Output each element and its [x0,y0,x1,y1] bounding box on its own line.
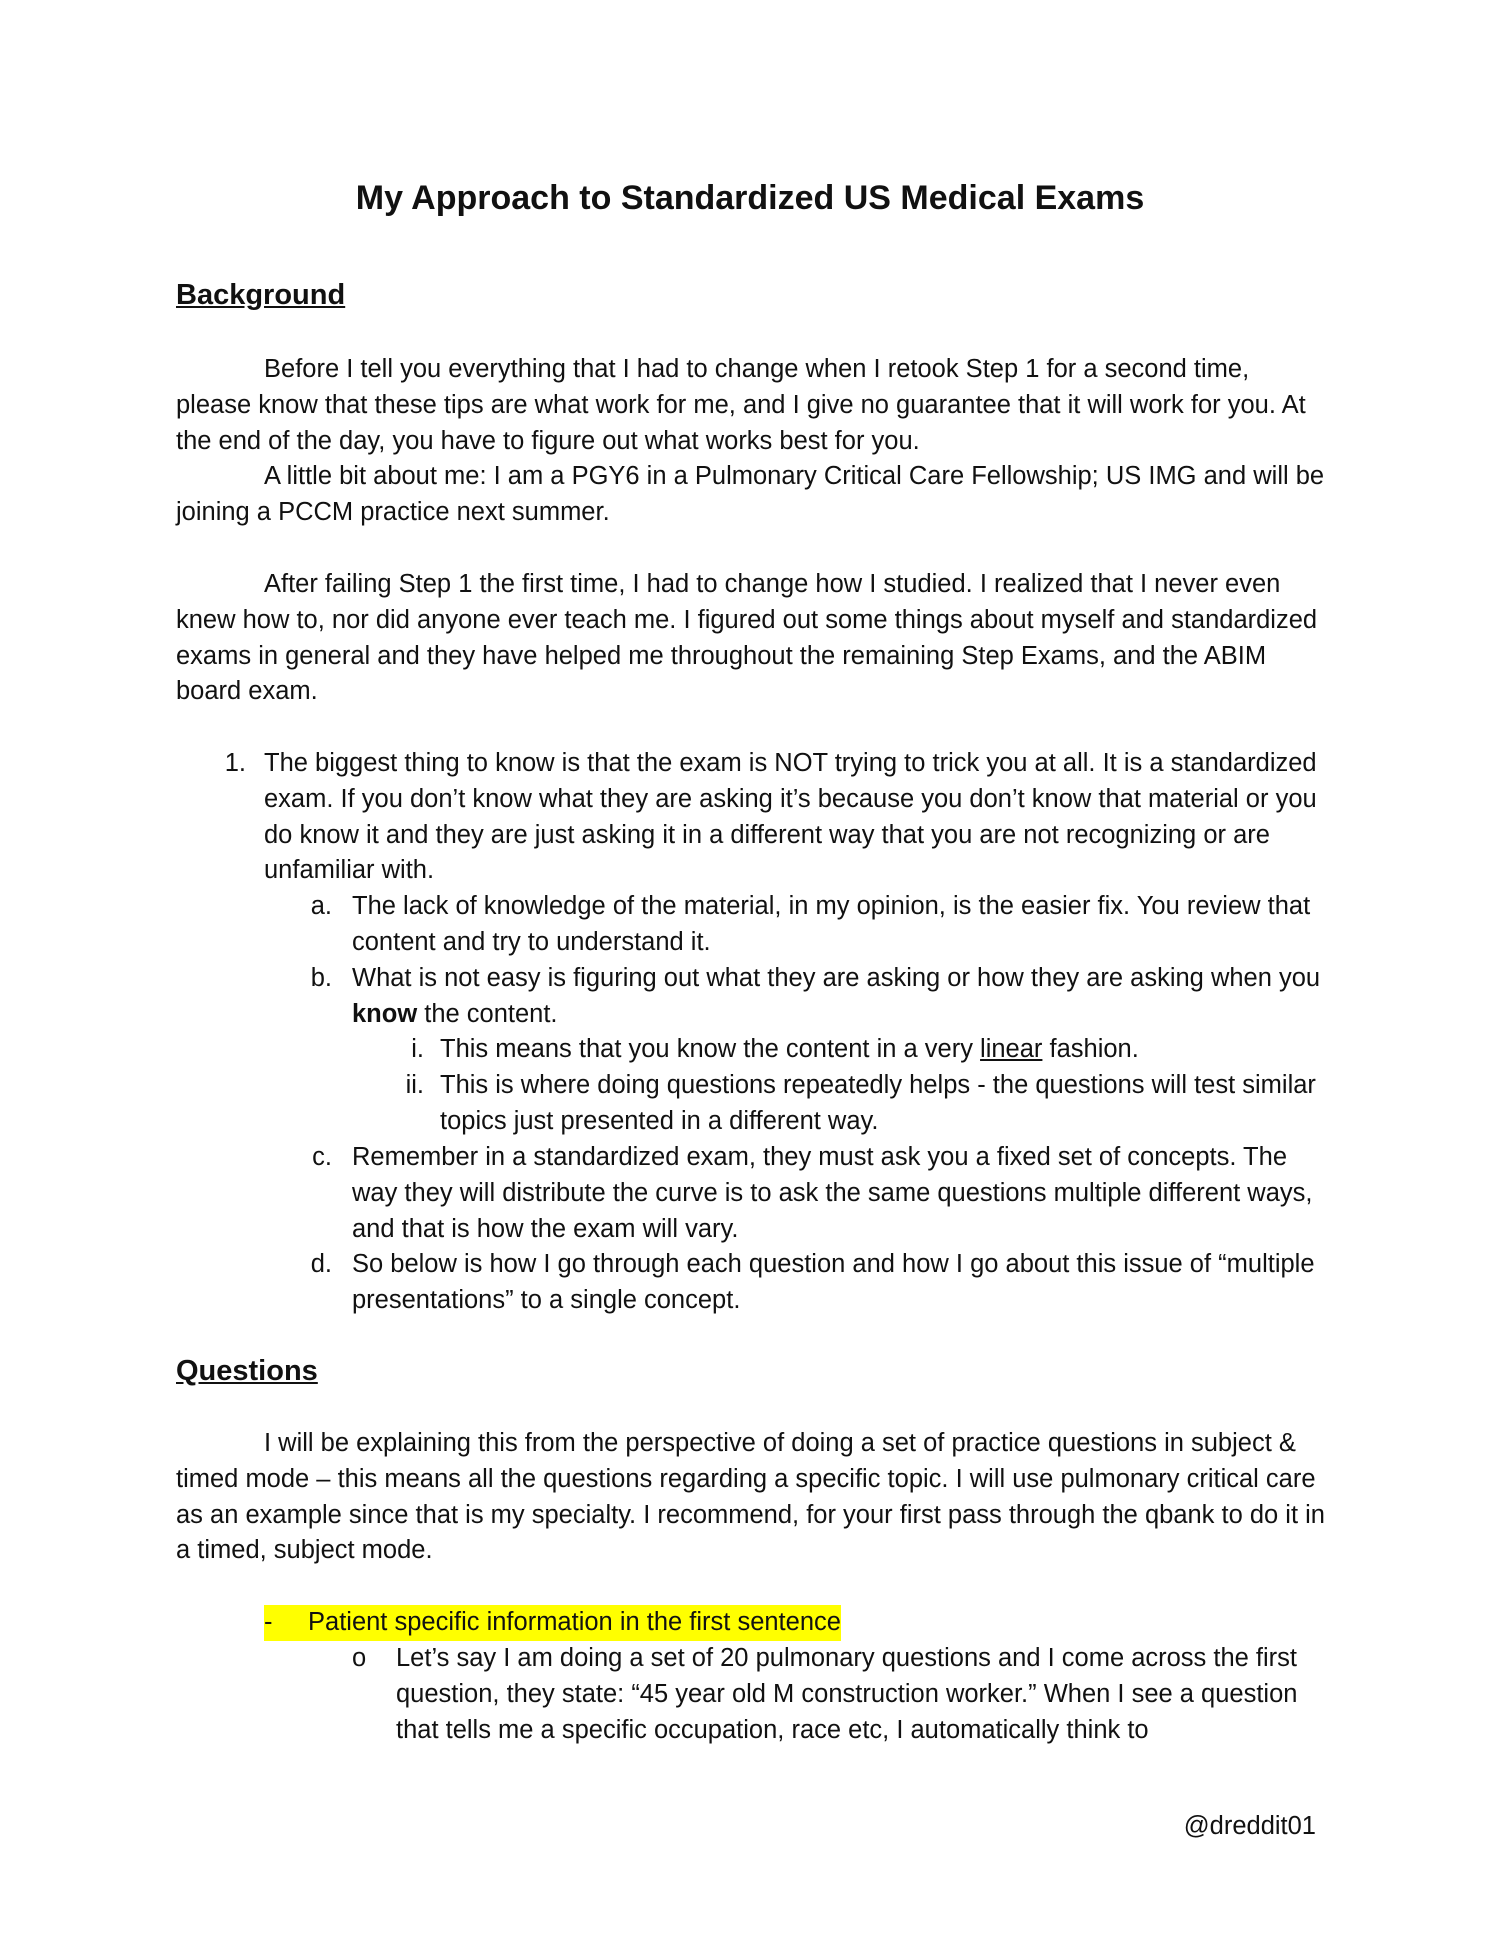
questions-paragraph-1: I will be explaining this from the perspective of doing a set of practice questions in subject & timed mode – this means all the questions regarding a specific topic. I will use pulmonary critical care as an example since that is my specialty. I recommend, for your first pass through the qbank to do it in a timed, subject mode. [176,1429,1325,1565]
list-item-text: What is not easy is figuring out what they are asking or how they are asking when you [352,964,1321,992]
sub-bullet-marker: o [352,1644,367,1672]
background-heading: Background [176,279,346,311]
list-item-1 [224,746,1326,889]
highlighted-bullet [264,1605,841,1641]
list-marker: b. [310,964,332,992]
list-item-text: So below is how I go through each question and how I go about this issue of “multiple presentations” to a single concept. [352,1250,1315,1314]
list-item-text: The lack of knowledge of the material, in my opinion, is the easier fix. You review that content and try to understand it. [352,892,1311,956]
list-item-a [310,889,1326,961]
list-marker: i. [411,1035,424,1063]
sub-bullet [352,1641,1326,1748]
list-marker: c. [312,1143,332,1171]
background-paragraph-2: A little bit about me: I am a PGY6 in a Pulmonary Critical Care Fellowship; US IMG and will be joining a PCCM practice next summer. [176,462,1325,526]
list-marker: ii. [405,1071,424,1099]
list-item-c [312,1140,1326,1247]
emphasis-linear: linear [980,1035,1043,1063]
list-item-text-end: the content. [417,999,558,1028]
list-item-d [310,1247,1326,1319]
background-paragraph-1: Before I tell you everything that I had to change when I retook Step 1 for a second time, please know that these tips are what work for me, and I give no guarantee that it will work for you. At the end of the day, you have to figure out what works best for you. [176,355,1306,455]
list-item-i [411,1032,1326,1068]
list-item-ii [405,1068,1326,1140]
bullet-dash: - [264,1608,273,1636]
sub-bullet-text: Let’s say I am doing a set of 20 pulmonary questions and I come across the first question, they state: “45 year old M construction worker.” When I see a question that tells me a specific occupation, race etc, I automatically think to [396,1644,1298,1744]
list-item-text: This is where doing questions repeatedly helps - the questions will test similar topics just presented in a different way. [440,1071,1316,1135]
highlighted-bullet-text: Patient specific information in the first sentence [308,1608,841,1636]
list-item-text: Remember in a standardized exam, they must ask you a fixed set of concepts. The way they will distribute the curve is to ask the same questions multiple different ways, and that is how the exam will vary. [352,1143,1313,1243]
background-paragraph-3: After failing Step 1 the first time, I had to change how I studied. I realized that I never even knew how to, nor did anyone ever teach me. I figured out some things about myself and standardized exams in general and they have helped me throughout the remaining Step Exams, and the ABIM board exam. [176,570,1318,706]
list-item-text-end: fashion. [1042,1035,1139,1063]
page-title: My Approach to Standardized US Medical Exams [355,179,1145,217]
list-item-text: This means that you know the content in a very [440,1035,981,1063]
footer-handle: @dreddit01 [1183,1812,1316,1840]
emphasis-know: know [352,999,418,1028]
list-item-text: The biggest thing to know is that the exam is NOT trying to trick you at all. It is a standardized exam. If you don’t know what they are asking it’s because you don’t know that material or you do know it and they are just asking it in a different way that you are not recognizing or are unfamiliar with. [264,749,1317,885]
list-marker: a. [310,892,332,920]
list-marker: d. [310,1250,332,1278]
list-item-b [310,961,1326,1033]
list-marker: 1. [224,749,246,777]
questions-heading: Questions [176,1355,318,1387]
